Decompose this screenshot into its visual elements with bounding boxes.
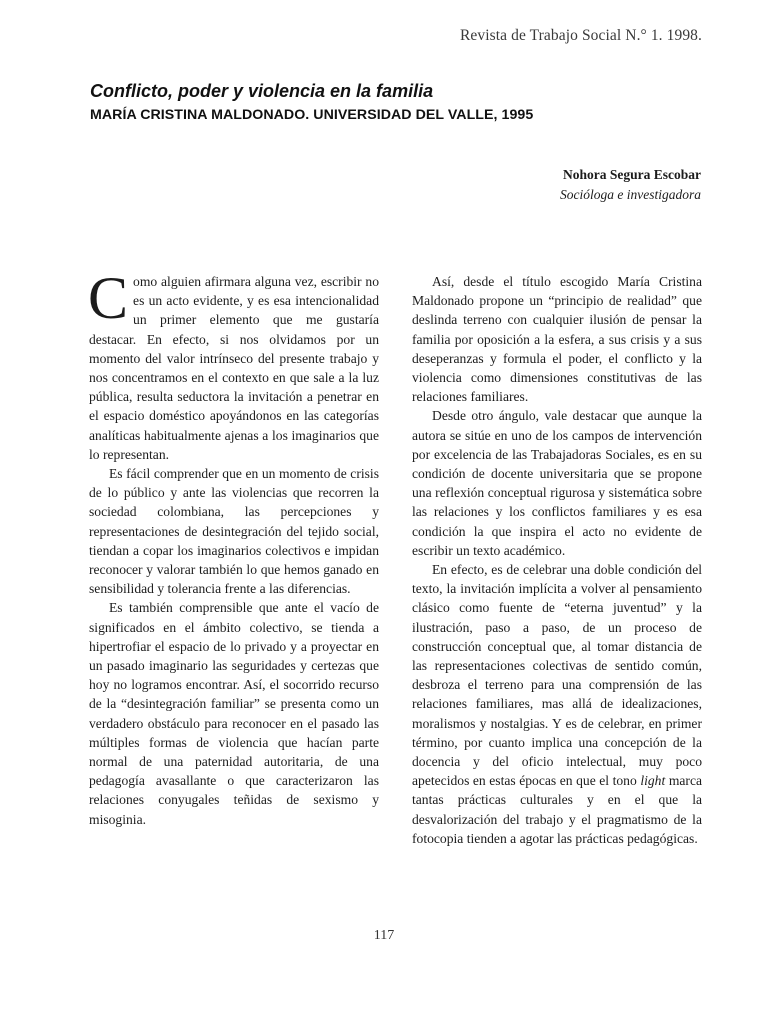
left-paragraph-3: Es también comprensible que ante el vacío de significados en el ámbito colectivo, se tienda a hipertrofiar el espacio de lo privado y a proyectar en un pasado imaginario las seguridades y certezas que hoy no logramos encontrar. Así, el socorrido recurso de la “desintegración familiar” se presenta como un verdadero obstáculo para reconocer en el pasado las múltiples formas de violencia que hacían parte normal de una paternidad autoritaria, de una pedagogía avasallante o que caracterizaron las relaciones conyugales teñidas de sexismo y misoginia. bbox=[89, 600, 379, 827]
author-name: Nohora Segura Escobar bbox=[563, 167, 701, 182]
right-paragraph-2: Desde otro ángulo, vale destacar que aunque la autora se sitúe en uno de los campos de intervención por excelencia de las Trabajadoras Sociales, es en su condición de docente universitaria que se propone una reflexión conceptual rigurosa y sistemática sobre las relaciones y los conflictos familiares y es esa condición la que inspira el acto no evidente de escribir un texto académico. bbox=[412, 408, 702, 558]
author-block bbox=[560, 164, 701, 204]
left-paragraph-2: Es fácil comprender que en un momento de crisis de lo público y ante las violencias que recorren la sociedad colombiana, las percepciones y representaciones de desintegración del tejido social, tiendan a copar los imaginarios colectivos e impidan reconocer y valorar también lo que hemos ganado en sensibilidad y tolerancia frente a las diferencias. bbox=[89, 466, 379, 597]
right-paragraph-3 bbox=[412, 560, 702, 848]
journal-header: Revista de Trabajo Social N.° 1. 1998. bbox=[459, 27, 702, 44]
left-column bbox=[88, 265, 379, 829]
drop-cap: C bbox=[88, 265, 129, 331]
left-paragraph-1 bbox=[88, 265, 379, 464]
right-paragraph-3-part-1: En efecto, es de celebrar una doble condición del texto, la invitación implícita a volver al pensamiento clásico como fuente de “eterna juventud” y la ilustración, paso a paso, de un proceso de construcción conceptual que, al tomar distancia de las representaciones colectivas de sentido común, desbroza el terreno para una comprensión de las relaciones familiares, mas allá de idealizaciones, moralismos y nostalgias. Y es de celebrar, en primer término, por cuanto implica una concepción de la docencia y del oficio intelectual, muy poco apetecidos en estas épocas en que el tono bbox=[412, 562, 702, 789]
left-paragraph-1-text: omo alguien afirmara alguna vez, escribir no es un acto evidente, y es esa intencionalidad un primer elemento que me gustaría destacar. En efecto, si nos olvidamos por un momento del valor intrínseco del presente trabajo y nos concentramos en el contexto en que sale a la luz pública, resulta seductora la invitación a penetrar en el espacio doméstico apoyándonos en las categorías analíticas habitualmente ajenas a los imaginarios que lo representan. bbox=[89, 274, 379, 462]
right-column bbox=[412, 272, 702, 848]
emphasis-light: light bbox=[640, 773, 666, 789]
page-number: 117 bbox=[373, 928, 395, 943]
article-title: Conflicto, poder y violencia en la familia bbox=[90, 81, 434, 101]
author-role: Socióloga e investigadora bbox=[560, 187, 701, 202]
right-paragraph-1: Así, desde el título escogido María Cristina Maldonado propone un “principio de realidad” que deslinda terreno con cualquier ilusión de pensar la familia por oposición a la esfera, a sus crisis y a sus deseperanzas y formula el poder, el conflicto y la violencia como dimensiones constitutivas de las relaciones familiares. bbox=[412, 274, 702, 405]
right-paragraph-3-part-2: marca tantas prácticas culturales y en el que la desvalorización del trabajo y el pragmatismo de la fotocopia tienden a agotar las prácticas pedagógicas. bbox=[412, 773, 703, 846]
article-subtitle: MARÍA CRISTINA MALDONADO. UNIVERSIDAD DEL VALLE, 1995 bbox=[90, 107, 534, 123]
